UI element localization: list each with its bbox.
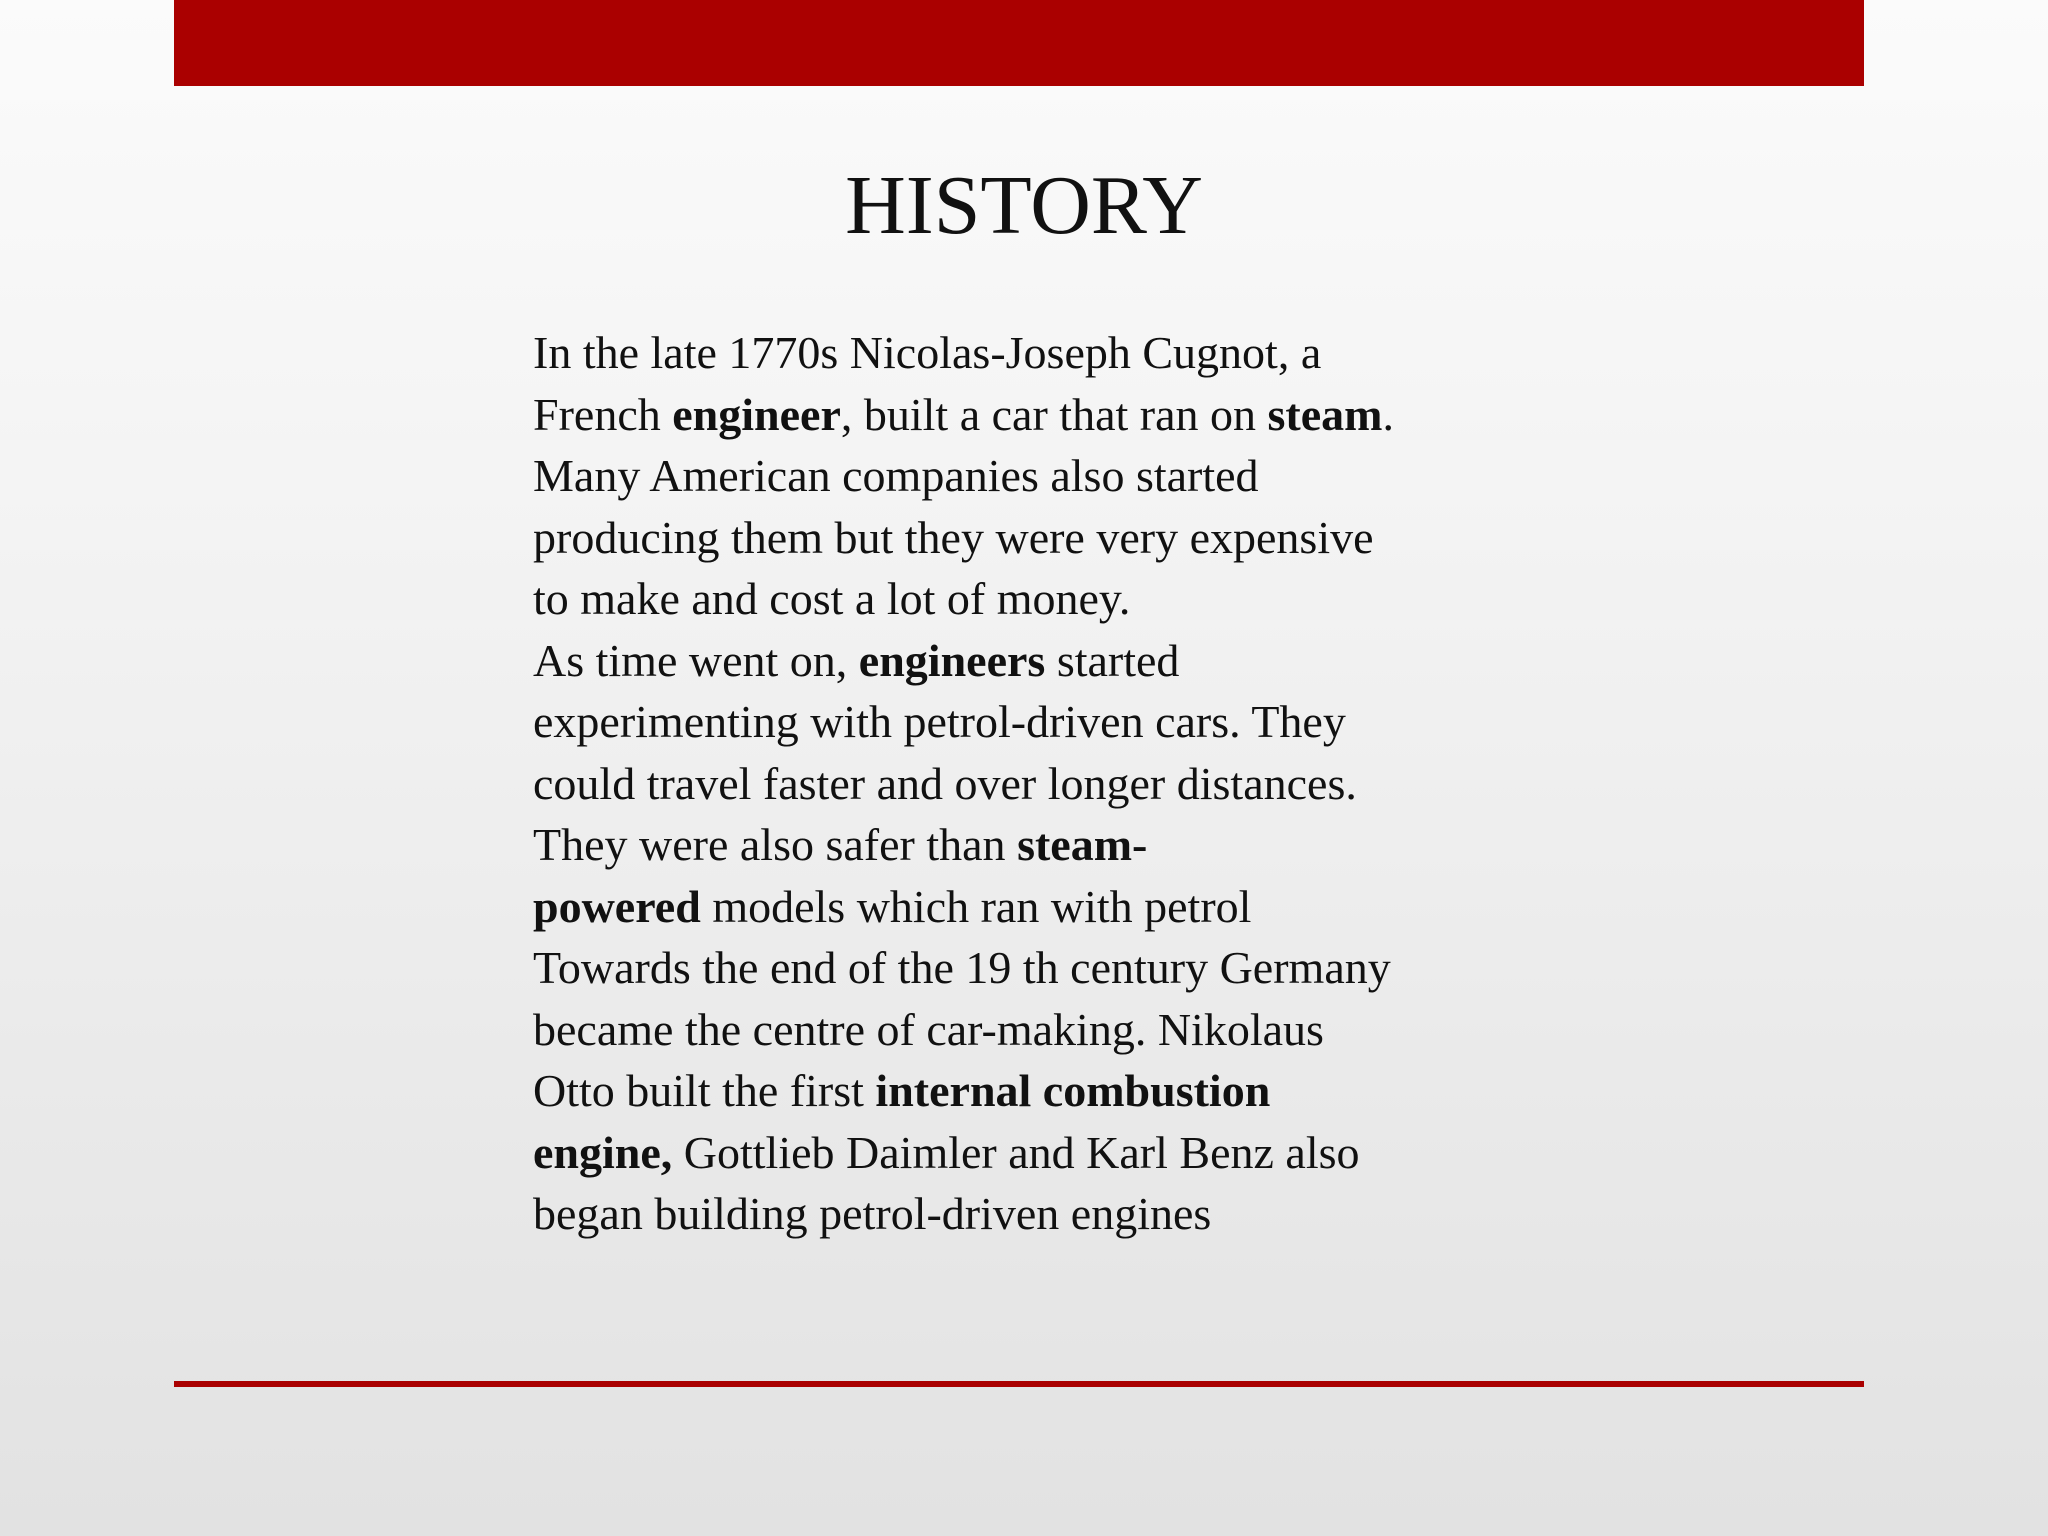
bold-term: engineer — [672, 388, 841, 440]
body-line — [533, 384, 1533, 446]
text-run: Otto built the first — [533, 1065, 876, 1116]
body-line — [533, 937, 1533, 999]
top-accent-bar — [174, 0, 1864, 86]
bold-term: steam- — [1017, 819, 1148, 870]
body-line — [533, 445, 1533, 507]
body-line — [533, 1060, 1533, 1122]
text-run: French — [533, 388, 673, 440]
body-line — [533, 999, 1533, 1061]
text-run: . — [1382, 388, 1394, 440]
text-run: As time went on, — [533, 634, 859, 686]
text-run: In the late 1770s Nicolas-Joseph Cugnot, a — [533, 327, 1322, 378]
bold-term: engine, — [533, 1126, 673, 1178]
text-run: They were also safer than — [533, 819, 1018, 870]
text-run: started — [1045, 634, 1180, 686]
body-line — [533, 876, 1533, 938]
text-run: experimenting with petrol-driven cars. They — [533, 696, 1346, 747]
bottom-accent-rule — [174, 1381, 1864, 1387]
body-line — [533, 630, 1533, 692]
body-line — [533, 568, 1533, 630]
bold-term: steam — [1267, 388, 1383, 440]
text-run: models which ran with petrol — [700, 880, 1252, 932]
text-run: could travel faster and over longer distances. — [533, 757, 1357, 809]
bold-term: engineers — [858, 634, 1046, 686]
body-line — [533, 322, 1533, 384]
text-run: Gottlieb Daimler and Karl Benz also — [672, 1126, 1360, 1178]
body-line — [533, 814, 1533, 876]
body-line — [533, 753, 1533, 815]
slide-title: HISTORY — [845, 159, 1203, 252]
text-run: became the centre of car-making. Nikolaus — [533, 1003, 1324, 1055]
text-run: producing them but they were very expensive — [533, 511, 1374, 563]
body-line — [533, 691, 1533, 753]
text-run: began building petrol-driven engines — [533, 1188, 1212, 1239]
body-line — [533, 507, 1533, 569]
body-text — [533, 322, 1533, 1245]
body-line — [533, 1183, 1533, 1245]
text-run: , built a car that ran on — [840, 388, 1268, 440]
text-run: Many American companies also started — [533, 450, 1259, 501]
text-run: Towards the end of the 19 th century Germany — [533, 942, 1391, 993]
bold-term: powered — [533, 880, 701, 932]
text-run: to make and cost a lot of money. — [533, 573, 1131, 624]
body-line — [533, 1122, 1533, 1184]
bold-term: internal combustion — [875, 1065, 1271, 1116]
